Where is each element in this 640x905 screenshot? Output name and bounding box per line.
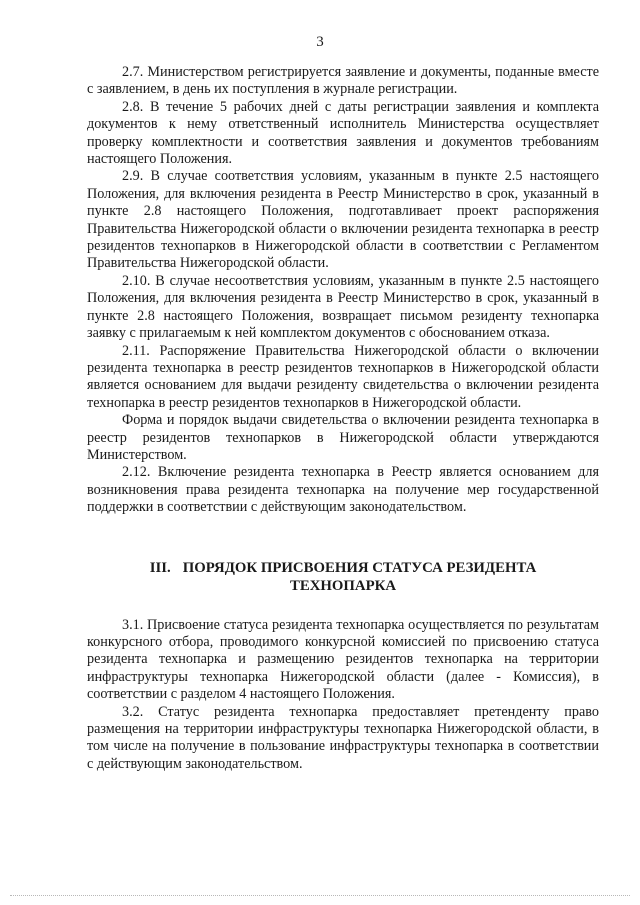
section-heading — [87, 559, 599, 595]
paragraph-2-9: 2.9. В случае соответствия условиям, указанным в пункте 2.5 настоящего Положения, для включения резидента в Реестр Министерство в срок, указанный в пункте 2.8 настоящего Положения, подготавливает проект распоряжения Правительства Нижегородской области о включении резидента технопарка в реестр резидентов технопарков в Нижегородской области в соответствии с Регламентом Правительства Нижегородской области. — [87, 168, 599, 272]
paragraph-2-10: 2.10. В случае несоответствия условиям, указанным в пункте 2.5 настоящего Положения, для включения резидента в Реестр Министерство в срок, указанный в пункте 2.8 настоящего Положения, возвращает письмом резиденту технопарка заявку с прилагаемым к ней комплектом документов с обоснованием отказа. — [87, 272, 599, 342]
paragraph-2-12: 2.12. Включение резидента технопарка в Реестр является основанием для возникновения права резидента технопарка на получение мер государственной поддержки в соответствии с действующим законодательством. — [87, 464, 599, 516]
paragraph-2-11: 2.11. Распоряжение Правительства Нижегородской области о включении резидента технопарка в реестр резидентов технопарков в Нижегородской области является основанием для выдачи резиденту свидетельства о включении резидента технопарка в реестр резидентов технопарков в Нижегородской области. — [87, 342, 599, 411]
paragraph-2-8: 2.8. В течение 5 рабочих дней с даты регистрации заявления и комплекта документов к нему ответственный исполнитель Министерства осуществляет проверку комплектности и соответствия заявления и документов требованиям настоящего Положения. — [87, 98, 599, 168]
section-heading-line-1 — [87, 559, 599, 577]
page-number: 3 — [316, 34, 324, 50]
section-title-line-1: ПОРЯДОК ПРИСВОЕНИЯ СТАТУСА РЕЗИДЕНТА — [182, 559, 537, 576]
section-number: III. — [149, 559, 171, 576]
paragraph-2-7: 2.7. Министерством регистрируется заявление и документы, поданные вместе с заявлением, в день их поступления в журнале регистрации. — [87, 64, 599, 98]
paragraph-3-2: 3.2. Статус резидента технопарка предоставляет претенденту право размещения на территории инфраструктуры технопарка Нижегородской области, в том числе на получение в пользование инфраструктуры технопарка в соответствии с действующим законодательством. — [87, 703, 599, 772]
paragraph-2-11-form: Форма и порядок выдачи свидетельства о включении резидента технопарка в реестр резидентов технопарков в Нижегородской области утверждаются Министерством. — [87, 412, 599, 463]
document-body — [87, 64, 599, 773]
paragraph-3-1: 3.1. Присвоение статуса резидента технопарка осуществляется по результатам конкурсного отбора, проводимого конкурсной комиссией по присвоению статуса резидента технопарка и размещению резидентов технопарка на территории инфраструктуры технопарка Нижегородской области (далее - Комиссия), в соответствии с разделом 4 настоящего Положения. — [87, 616, 599, 703]
section-title-line-2: ТЕХНОПАРКА — [289, 577, 397, 594]
scan-edge-artifact — [10, 895, 630, 897]
